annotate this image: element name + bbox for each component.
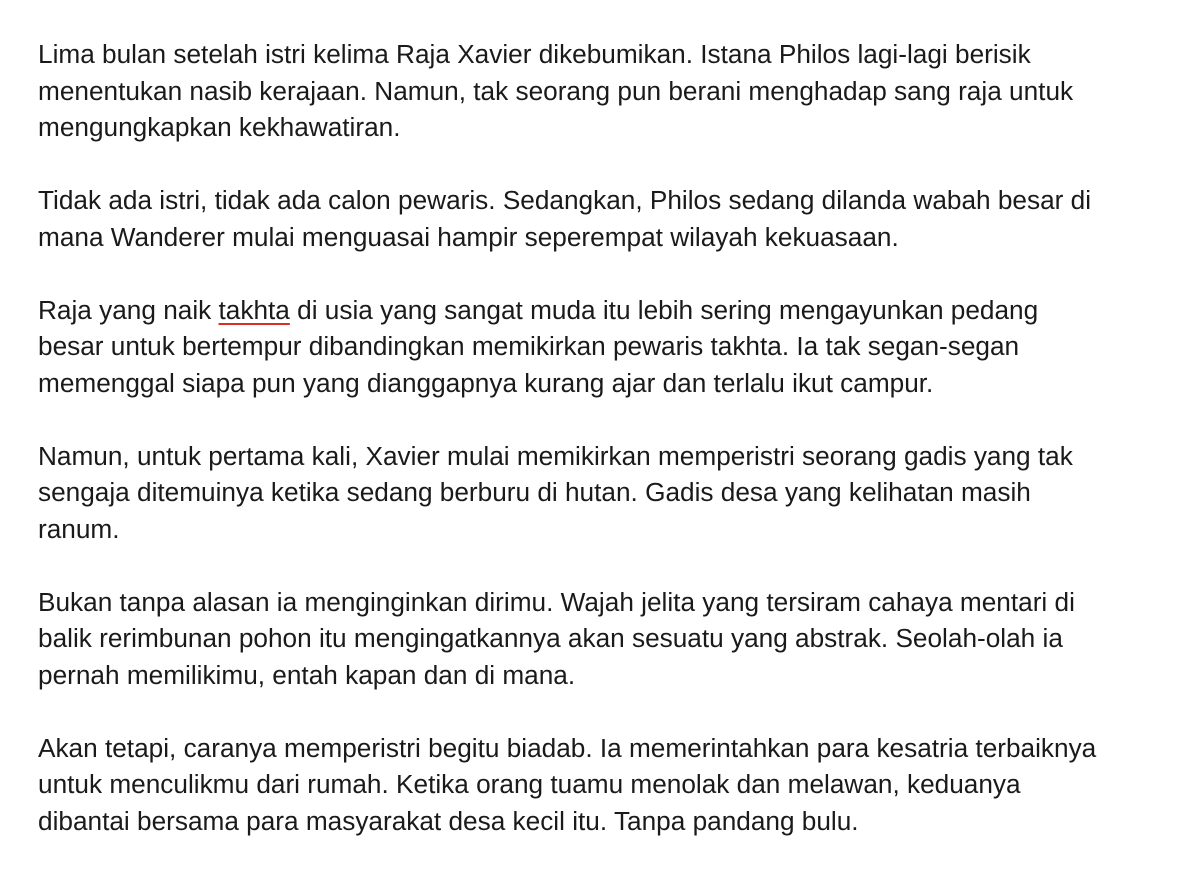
- text-line: untuk menculikmu dari rumah. Ketika orang tuamu menolak dan melawan, keduanya: [38, 769, 1021, 799]
- text-line: [38, 292, 1178, 329]
- text-line: Bukan tanpa alasan ia menginginkan dirimu. Wajah jelita yang tersiram cahaya mentari di: [38, 586, 1075, 617]
- paragraph-3: [38, 292, 1178, 402]
- paragraph-6: [38, 730, 1178, 840]
- paragraph-4: [38, 438, 1178, 548]
- text-line: Tidak ada istri, tidak ada calon pewaris. Sedangkan, Philos sedang dilanda wabah besar di: [38, 185, 1092, 215]
- paragraph-2: [38, 182, 1178, 255]
- text-segment: di usia yang sangat muda itu lebih sering mengayunkan pedang: [289, 294, 1039, 325]
- text-line: besar untuk bertempur dibandingkan memikirkan pewaris takhta. Ia tak segan-segan: [38, 331, 1020, 361]
- text-line: Namun, untuk pertama kali, Xavier mulai memikirkan memperistri seorang gadis yang tak: [38, 440, 1073, 471]
- paragraph-5: [38, 584, 1178, 694]
- paragraph-1: [38, 36, 1178, 146]
- spellcheck-flagged-word[interactable]: takhta: [218, 294, 290, 325]
- text-line: mana Wanderer mulai menguasai hampir seperempat wilayah kekuasaan.: [38, 221, 899, 252]
- text-segment: Raja yang naik: [38, 294, 219, 325]
- text-line: ranum.: [38, 513, 120, 544]
- text-line: Akan tetapi, caranya memperistri begitu biadab. Ia memerintahkan para kesatria terbaiknya: [38, 732, 1097, 763]
- text-line: memenggal siapa pun yang dianggapnya kurang ajar dan terlalu ikut campur.: [38, 367, 934, 398]
- text-line: sengaja ditemuinya ketika sedang berburu di hutan. Gadis desa yang kelihatan masih: [38, 477, 1031, 507]
- text-line: dibantai bersama para masyarakat desa kecil itu. Tanpa pandang bulu.: [38, 805, 859, 836]
- text-line: mengungkapkan kekhawatiran.: [38, 112, 401, 142]
- text-line: Lima bulan setelah istri kelima Raja Xavier dikebumikan. Istana Philos lagi-lagi berisik: [38, 39, 1031, 69]
- text-line: pernah memilikimu, entah kapan dan di mana.: [38, 659, 576, 690]
- document-body: [38, 36, 1178, 839]
- text-line: balik rerimbunan pohon itu mengingatkannya akan sesuatu yang abstrak. Seolah-olah ia: [38, 623, 1063, 653]
- text-line: menentukan nasib kerajaan. Namun, tak seorang pun berani menghadap sang raja untuk: [38, 75, 1074, 106]
